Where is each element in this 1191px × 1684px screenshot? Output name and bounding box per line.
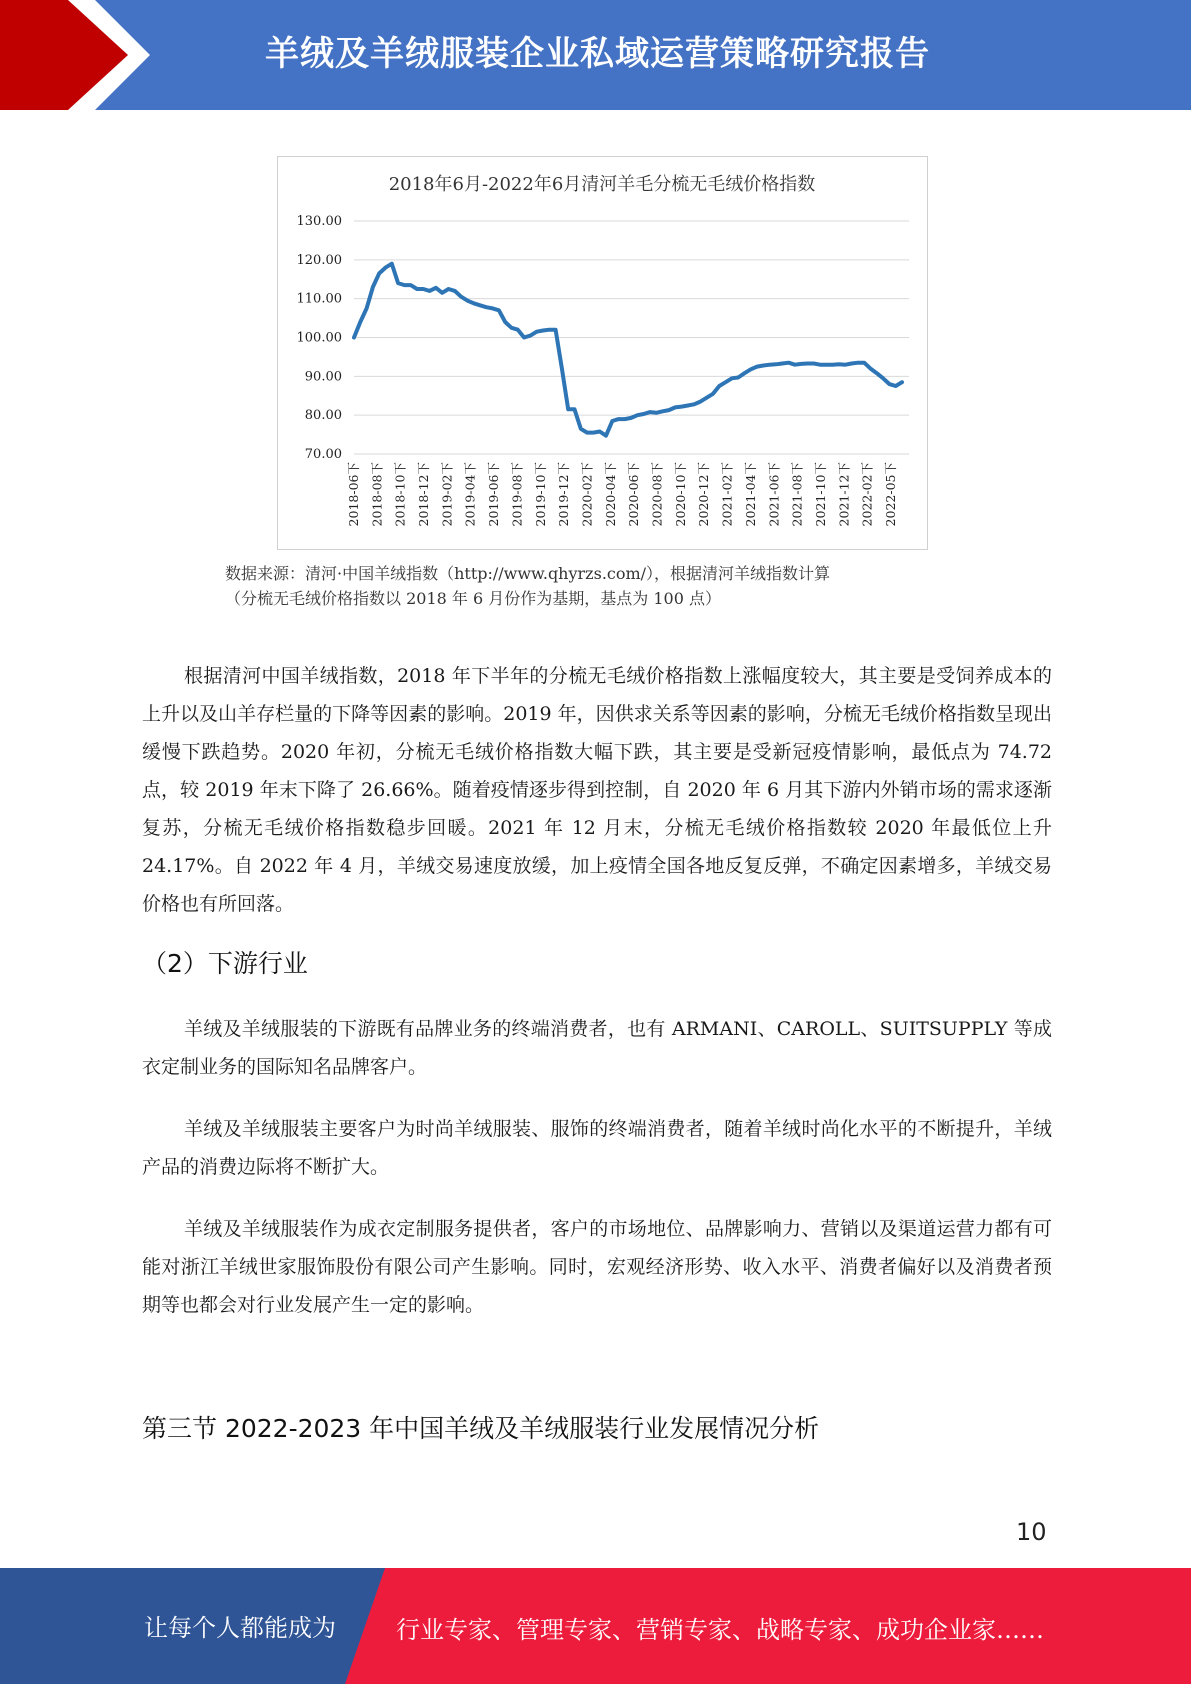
page-number: 10 bbox=[1016, 1518, 1047, 1546]
paragraph-upstream-analysis: 根据清河中国羊绒指数，2018 年下半年的分梳无毛绒价格指数上涨幅度较大，其主要是受饲养成本的上升以及山羊存栏量的下降等因素的影响。2019 年，因供求关系等因素的影响，分梳无毛绒价格指数呈现出缓慢下跌趋势。2020 年初，分梳无毛绒价格指数大幅下跌，其主要是受新冠疫情影响，最低点为 74.72 点，较 2019 年末下降了 26.66%。随着疫情逐步得到控制，自 2020 年 6 月其下游内外销市场的需求逐渐复苏，分梳无毛绒价格指数稳步回暖。2021 年 12 月末，分梳无毛绒价格指数较 2020 年最低位上升 24.17%。自 2022 年 4 月，羊绒交易速度放缓，加上疫情全国各地反复反弹，不确定因素增多，羊绒交易价格也有所回落。 bbox=[142, 665, 1052, 915]
x-tick-label: 2020-12下 bbox=[696, 462, 712, 527]
y-tick-label: 70.00 bbox=[304, 447, 342, 462]
price-index-chart bbox=[277, 156, 928, 550]
footer-banner bbox=[0, 1568, 1191, 1684]
x-tick-label: 2018-10下 bbox=[392, 462, 408, 527]
x-tick-label: 2018-08下 bbox=[369, 462, 385, 527]
report-title: 羊绒及羊绒服装企业私域运营策略研究报告 bbox=[265, 34, 930, 74]
x-tick-label: 2021-04下 bbox=[742, 462, 758, 527]
paragraph-consumer-trend: 羊绒及羊绒服装主要客户为时尚羊绒服装、服饰的终端消费者，随着羊绒时尚化水平的不断提升，羊绒产品的消费边际将不断扩大。 bbox=[142, 1118, 1052, 1178]
chart-canvas bbox=[278, 157, 927, 549]
x-tick-label: 2019-06下 bbox=[486, 462, 502, 527]
x-tick-label: 2018-06下 bbox=[346, 462, 361, 527]
x-tick-label: 2020-02下 bbox=[579, 462, 595, 527]
y-tick-label: 130.00 bbox=[296, 214, 342, 229]
y-tick-label: 110.00 bbox=[296, 291, 342, 307]
x-tick-label: 2019-04下 bbox=[462, 462, 478, 527]
x-tick-label: 2019-10下 bbox=[532, 462, 548, 527]
x-tick-label: 2021-02下 bbox=[719, 462, 735, 527]
footer-slogan-left: 让每个人都能成为 bbox=[144, 1614, 336, 1642]
x-tick-label: 2020-06下 bbox=[626, 462, 642, 527]
series-line bbox=[354, 264, 902, 436]
x-tick-label: 2020-04下 bbox=[602, 462, 618, 527]
x-tick-label: 2021-10下 bbox=[812, 462, 828, 527]
x-tick-label: 2021-12下 bbox=[836, 462, 852, 527]
y-tick-label: 100.00 bbox=[296, 330, 342, 346]
section-heading: 第三节 2022-2023 年中国羊绒及羊绒服装行业发展情况分析 bbox=[142, 1414, 820, 1443]
y-tick-label: 120.00 bbox=[296, 252, 342, 268]
x-tick-label: 2018-12下 bbox=[416, 462, 432, 527]
chart-title: 2018年6月-2022年6月清河羊毛分梳无毛绒价格指数 bbox=[388, 174, 816, 195]
y-tick-label: 90.00 bbox=[304, 369, 342, 385]
paragraph-downstream-customers: 羊绒及羊绒服装的下游既有品牌业务的终端消费者，也有 ARMANI、CAROLL、SUITSUPPLY 等成衣定制业务的国际知名品牌客户。 bbox=[142, 1018, 1052, 1078]
x-tick-label: 2022-02下 bbox=[859, 462, 875, 527]
x-tick-label: 2021-08下 bbox=[789, 462, 805, 527]
subheading-downstream: （2）下游行业 bbox=[142, 949, 308, 978]
x-tick-label: 2019-08下 bbox=[509, 462, 525, 527]
x-tick-label: 2020-08下 bbox=[649, 462, 665, 527]
x-tick-label: 2019-12下 bbox=[556, 462, 572, 527]
footer-slogan-right: 行业专家、管理专家、营销专家、战略专家、成功企业家…… bbox=[396, 1616, 1044, 1644]
chart-base-note: （分梳无毛绒价格指数以 2018 年 6 月份作为基期，基点为 100 点） bbox=[225, 589, 721, 608]
y-tick-label: 80.00 bbox=[304, 408, 342, 424]
paragraph-market-factors: 羊绒及羊绒服装作为成衣定制服务提供者，客户的市场地位、品牌影响力、营销以及渠道运营力都有可能对浙江羊绒世家服饰股份有限公司产生影响。同时，宏观经济形势、收入水平、消费者偏好以及消费者预期等也都会对行业发展产生一定的影响。 bbox=[142, 1218, 1052, 1316]
x-tick-label: 2020-10下 bbox=[672, 462, 688, 527]
header-banner bbox=[0, 0, 1191, 110]
x-tick-label: 2019-02下 bbox=[439, 462, 455, 527]
x-tick-label: 2022-05下 bbox=[883, 462, 898, 527]
x-tick-label: 2021-06下 bbox=[766, 462, 782, 527]
chart-source-note: 数据来源：清河·中国羊绒指数（http://www.qhyrzs.com/），根据清河羊绒指数计算 bbox=[225, 564, 831, 583]
